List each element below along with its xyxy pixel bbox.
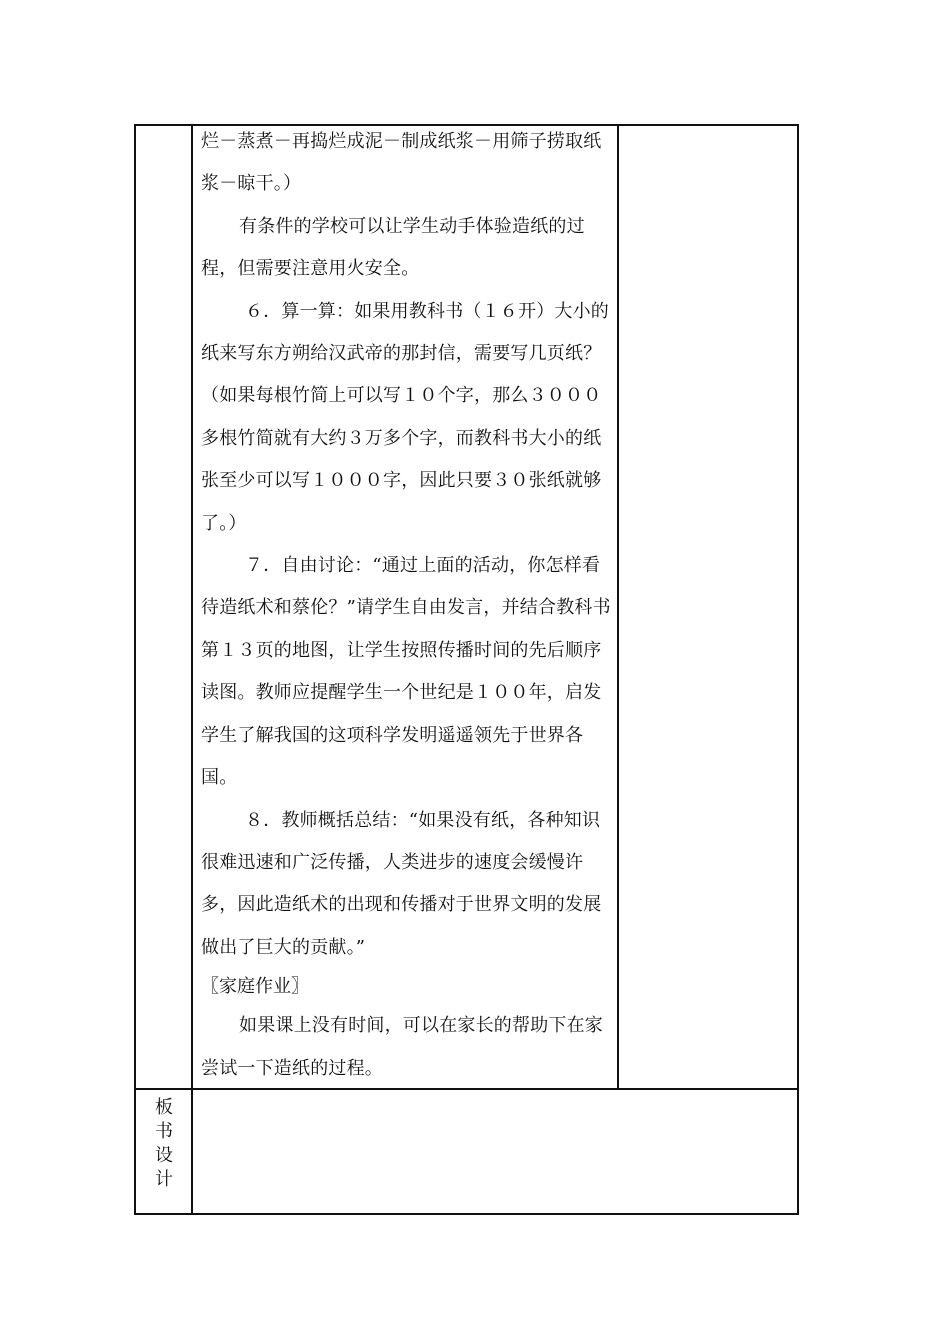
paragraph-teacher-summary: ８．教师概括总结：“如果没有纸，各种知识很难迅速和广泛传播，人类进步的速度会缓慢许多，因此造纸术的出现和传播对于世界文明的发展做出了巨大的贡献。” <box>201 809 602 958</box>
label-char: 设 <box>155 1145 173 1166</box>
procedure-row <box>136 126 797 1090</box>
paragraph-free-discussion: ７．自由讨论：“通过上面的活动，你怎样看待造纸术和蔡伦？”请学生自由发言，并结合教科书第１３页的地图，让学生按照传播时间的先后顺序读图。教师应提醒学生一个世纪是１００年，启发学生了解我国的这项科学发明遥遥领先于世界各国。 <box>201 555 611 789</box>
board-design-row <box>136 1090 797 1213</box>
board-design-content-cell <box>193 1090 797 1213</box>
homework-heading: 〖家庭作业〗 <box>201 976 309 998</box>
lesson-plan-table <box>134 124 799 1215</box>
label-char: 计 <box>155 1169 173 1190</box>
label-char: 板 <box>155 1097 173 1118</box>
procedure-content-cell <box>193 126 617 1088</box>
paragraph-homework: 如果课上没有时间，可以在家长的帮助下在家尝试一下造纸的过程。 <box>201 1015 603 1079</box>
paragraph-calculation: ６．算一算：如果用教科书（１６开）大小的纸来写东方朔给汉武帝的那封信，需要写几页纸？（如果每根竹简上可以写１０个字，那么３０００多根竹简就有大约３万多个字，而教科书大小的纸张至少可以写１０００字，因此只要３０张纸就够了。） <box>201 300 609 534</box>
procedure-text <box>201 121 613 1090</box>
board-design-label <box>153 1096 175 1192</box>
paragraph-hands-on-experience: 有条件的学校可以让学生动手体验造纸的过程，但需要注意用火安全。 <box>201 215 585 280</box>
label-char: 书 <box>155 1121 173 1142</box>
board-design-label-cell <box>136 1090 191 1213</box>
paragraph-papermaking-steps: 烂－蒸煮－再捣烂成泥－制成纸浆－用筛子捞取纸浆－晾干。） <box>201 131 602 195</box>
notes-cell <box>619 126 797 1088</box>
